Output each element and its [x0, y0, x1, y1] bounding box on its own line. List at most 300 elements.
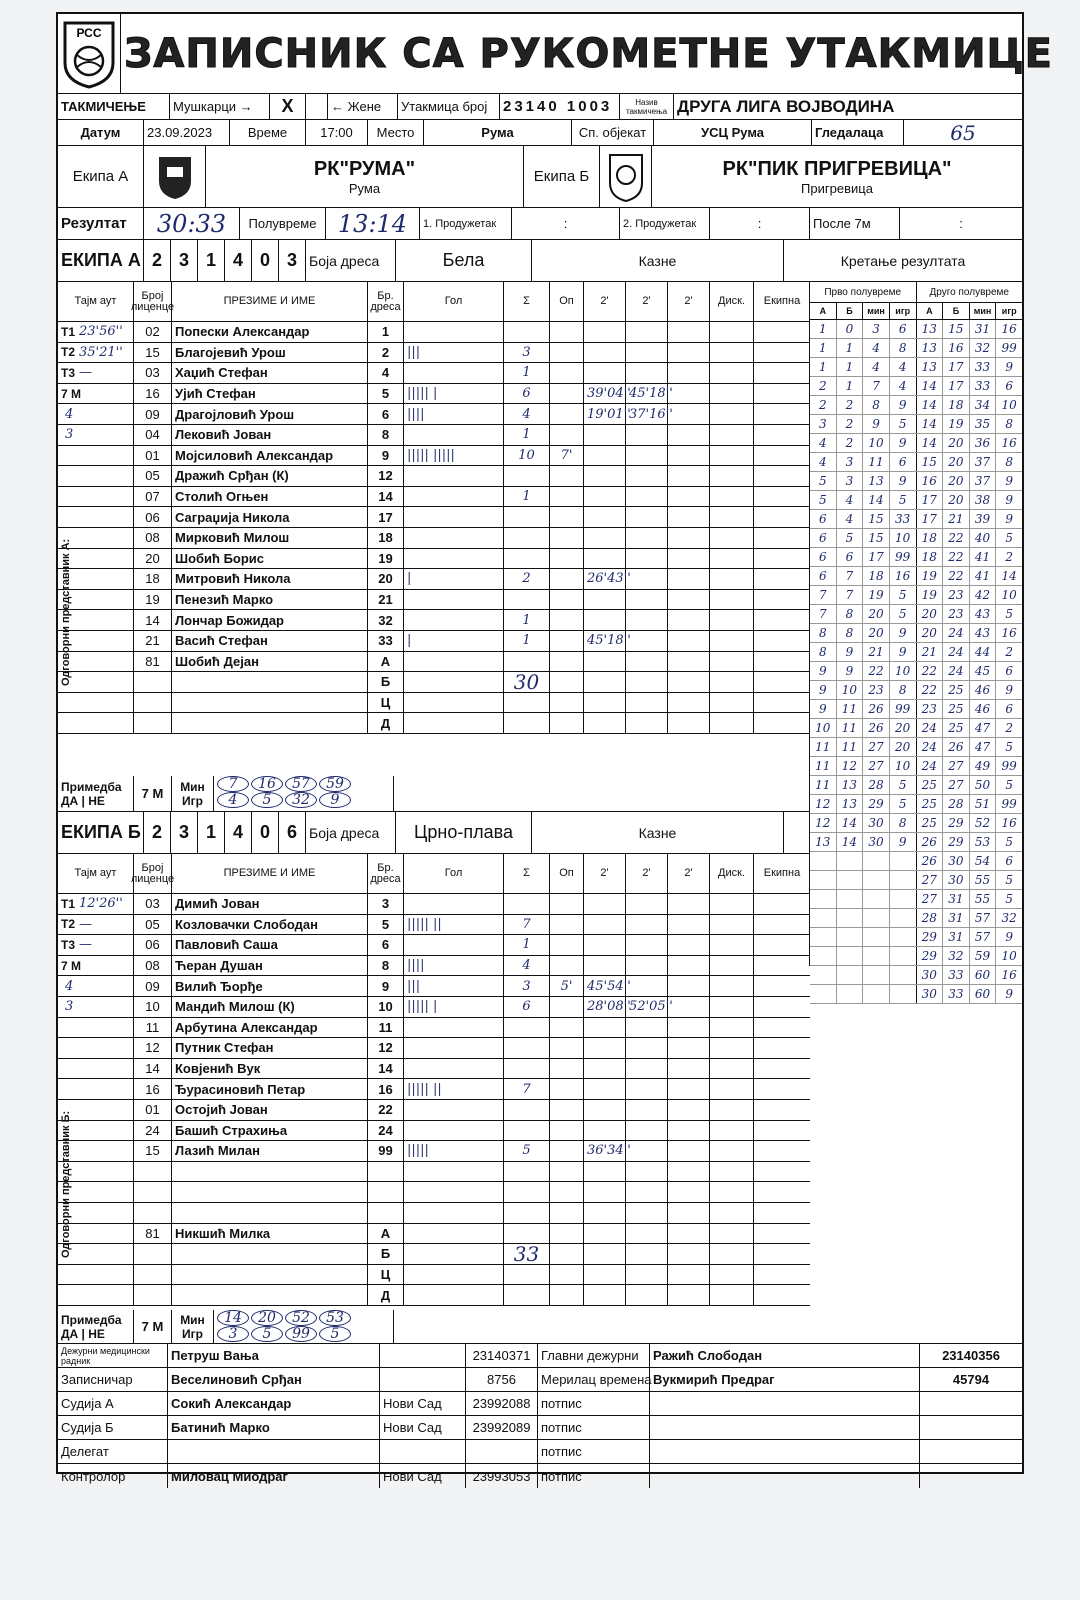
- progress-cell: 37: [970, 472, 997, 490]
- team-a-column-headers: [58, 282, 810, 322]
- official-city: Нови Сад: [380, 1416, 466, 1439]
- team-b-penalty-2: [626, 976, 668, 996]
- progress-cell: 16: [1001, 322, 1017, 336]
- progress-cell: 2: [1005, 550, 1013, 564]
- progress-cell: 46: [970, 700, 997, 718]
- table-row: [58, 956, 810, 977]
- team-a-timeout-cell: T2 35'21'': [58, 343, 134, 363]
- team-a-penalty-1: [584, 466, 626, 486]
- team-b-penalty-2: [626, 935, 668, 955]
- team-a-player-name: Хаџић Стефан: [172, 363, 368, 383]
- team-a-license: 07: [134, 487, 172, 507]
- progress-cell: 17: [863, 548, 890, 566]
- progress-cell: 60: [970, 966, 997, 984]
- team-a-timeout-cell: [58, 446, 134, 466]
- team-a-disq: [710, 404, 754, 424]
- official-role-2: Мерилац времена: [538, 1368, 650, 1391]
- progress-cell: [837, 947, 864, 965]
- team-b-penalty-1: [584, 1224, 626, 1244]
- progress-cell: 5: [1005, 835, 1013, 849]
- team-a-goals-sum: 1: [504, 425, 550, 445]
- progress-cell: 99: [1001, 341, 1017, 355]
- team-b-player-number: Д: [368, 1285, 404, 1305]
- progress-cell: 5: [1005, 531, 1013, 545]
- team-a-player-number: 32: [368, 610, 404, 630]
- team-b-header: ЕКИПА Б 2 3 1 4 0 6 Боја дреса Црно-плава Казне: [58, 812, 1022, 854]
- team-a-goals-tally: [404, 672, 504, 692]
- progress-cell: 22: [917, 662, 944, 680]
- team-b-player-number: А: [368, 1224, 404, 1244]
- team-a-col-team: Екипна: [763, 295, 801, 307]
- team-a-license: 18: [134, 569, 172, 589]
- team-a-box: [206, 146, 524, 207]
- progress-cell: [863, 928, 890, 946]
- team-a-player-number: 1: [368, 322, 404, 342]
- progress-cell: 9: [1005, 493, 1013, 507]
- team-a-license: 08: [134, 528, 172, 548]
- team-b-timeout-cell: [58, 1038, 134, 1058]
- progress-cell: 13: [837, 776, 864, 794]
- team-b-player-name: [172, 1182, 368, 1202]
- progress-cell: 18: [943, 396, 970, 414]
- progress-cell: 22: [917, 681, 944, 699]
- team-b-col-disq: Диск.: [710, 854, 754, 893]
- team-a-team-penalty: [754, 343, 810, 363]
- progress-cell: 22: [943, 529, 970, 547]
- progress-cell: 19: [943, 415, 970, 433]
- team-a-team-penalty: [754, 631, 810, 651]
- team-b-goals-sum: 3: [504, 976, 550, 996]
- progress-cell: 21: [917, 643, 944, 661]
- team-a-col-two2: 2': [626, 282, 668, 321]
- team-a-penalty-2: [626, 528, 668, 548]
- team-b-timeout-cell: T1 12'26'': [58, 894, 134, 914]
- progress-cell: 17: [943, 358, 970, 376]
- progress-cell: 11: [837, 738, 864, 756]
- seven-m-value: 32: [285, 792, 317, 808]
- spectators-value: 65: [950, 120, 976, 145]
- progress-sub-header: А: [917, 303, 944, 319]
- venue-label: Сп. објекат: [572, 120, 654, 145]
- team-a-player-number: 20: [368, 569, 404, 589]
- progress-cell: 20: [863, 624, 890, 642]
- progress-cell: 14: [1001, 569, 1017, 583]
- official-role: Дежурни медицински радник: [58, 1344, 168, 1367]
- progress-cell: 28: [943, 795, 970, 813]
- table-row: [58, 669, 810, 694]
- progress-cell: 9: [890, 434, 917, 452]
- table-row: [58, 997, 810, 1018]
- team-a-goals-sum: 4: [504, 404, 550, 424]
- team-b-penalty-2: [626, 894, 668, 914]
- progress-cell: 6: [810, 548, 837, 566]
- team-b-team-penalty: [754, 1224, 810, 1244]
- date-value: 23.09.2023: [144, 120, 230, 145]
- table-row: [58, 894, 810, 915]
- team-b-penalty-3: [668, 1244, 710, 1264]
- team-b-goals-tally: [404, 1203, 504, 1223]
- team-a-license: [134, 713, 172, 733]
- team-b-warning: [550, 894, 584, 914]
- team-b-team-penalty: [754, 976, 810, 996]
- team-a-penalty-2: [626, 652, 668, 672]
- team-a-disq: [710, 569, 754, 589]
- table-row: [58, 404, 810, 425]
- progress-cell: 20: [943, 453, 970, 471]
- progress-cell: 20: [890, 738, 917, 756]
- team-b-goals-tally: ||||| ||: [404, 915, 504, 935]
- progress-cell: 4: [890, 377, 917, 395]
- seven-m-value: 52: [285, 1310, 317, 1326]
- team-b-penalty-3: [668, 1059, 710, 1079]
- progress-row: [810, 795, 1022, 814]
- team-a-penalty-3: [668, 590, 710, 610]
- team-a-penalty-2: [626, 343, 668, 363]
- team-b-disq: [710, 1265, 754, 1285]
- progress-row: [810, 928, 1022, 947]
- team-a-player-name: Лончар Божидар: [172, 610, 368, 630]
- team-b-goals-sum: 1: [504, 935, 550, 955]
- progress-cell: 16: [943, 339, 970, 357]
- progress-cell: [810, 928, 837, 946]
- table-row: [58, 487, 810, 508]
- progress-cell: 7: [810, 605, 837, 623]
- team-a-warning: [550, 610, 584, 630]
- team-a-player-number: Ц: [368, 693, 404, 713]
- team-b-penalty-2: [626, 1100, 668, 1120]
- progress-row: [810, 947, 1022, 966]
- team-a-goals-tally: |: [404, 631, 504, 651]
- team-a-team-penalty: [754, 466, 810, 486]
- team-a-penalty-3: [668, 466, 710, 486]
- official-id: [466, 1440, 538, 1463]
- team-b-penalty-1: [584, 1162, 626, 1182]
- team-a-warning: [550, 425, 584, 445]
- table-row: [58, 363, 810, 384]
- team-b-warning: [550, 1100, 584, 1120]
- team-a-goals-tally: [404, 322, 504, 342]
- progress-cell: 16: [1001, 626, 1017, 640]
- team-b-col-name: ПРЕЗИМЕ И ИМЕ: [172, 854, 368, 893]
- progress-cell: 27: [863, 757, 890, 775]
- team-a-penalty-3: [668, 569, 710, 589]
- official-name-2: Вукмирић Предраг: [650, 1368, 920, 1391]
- team-b-penalty-3: [668, 1203, 710, 1223]
- progress-cell: 3: [837, 453, 864, 471]
- progress-cell: 8: [890, 339, 917, 357]
- team-a-penalty-1: 19'01'': [584, 404, 626, 424]
- team-b-penalty-2: [626, 1059, 668, 1079]
- team-a-goals-tally: [404, 487, 504, 507]
- progress-cell: 9: [1005, 930, 1013, 944]
- team-b-warning: [550, 1059, 584, 1079]
- team-b-penalty-2: [626, 1224, 668, 1244]
- table-row: [58, 1162, 810, 1183]
- team-b-team-penalty: [754, 1038, 810, 1058]
- team-b-penalty-3: [668, 894, 710, 914]
- progress-cell: 26: [863, 719, 890, 737]
- team-b-goals-sum: 5: [504, 1141, 550, 1161]
- team-b-goals-tally: |||||: [404, 1141, 504, 1161]
- team-b-license: 15: [134, 1141, 172, 1161]
- team-a-warning: [550, 466, 584, 486]
- team-a-col-timeout: Тајм аут: [58, 282, 134, 321]
- team-b-warning: [550, 1018, 584, 1038]
- team-a-penalty-3: [668, 549, 710, 569]
- team-a-goals-tally: |||: [404, 343, 504, 363]
- official-id-2: [920, 1392, 1022, 1415]
- team-a-disq: [710, 652, 754, 672]
- progress-cell: 9: [810, 662, 837, 680]
- progress-row: [810, 643, 1022, 662]
- progress-cell: 34: [970, 396, 997, 414]
- progress-cell: [810, 966, 837, 984]
- progress-cell: 0: [837, 320, 864, 338]
- progress-cell: 8: [863, 396, 890, 414]
- official-id-2: 23140356: [942, 1348, 1000, 1363]
- team-b-timeout-cell: 7 M: [58, 956, 134, 976]
- progress-row: [810, 662, 1022, 681]
- official-id: 8756: [466, 1368, 538, 1391]
- team-a-penalty-3: [668, 652, 710, 672]
- team-a-penalty-3: [668, 404, 710, 424]
- team-b-goals-sum: [504, 1038, 550, 1058]
- progress-cell: 33: [970, 358, 997, 376]
- team-a-team-penalty: [754, 672, 810, 692]
- team-b-col-warn: Оп: [550, 854, 584, 893]
- team-b-penalty-3: [668, 1079, 710, 1099]
- progress-cell: 31: [943, 928, 970, 946]
- progress-row: [810, 985, 1022, 1004]
- team-b-penalty-1: [584, 1182, 626, 1202]
- venue-value: УСЦ Рума: [654, 120, 812, 145]
- progress-cell: 20: [890, 719, 917, 737]
- team-a-penalty-3: [668, 693, 710, 713]
- team-a-penalty-1: 45'18'': [584, 631, 626, 651]
- team-b-penalty-1: 45'54'': [584, 976, 626, 996]
- federation-logo: [58, 14, 121, 93]
- team-a-penalty-3: [668, 425, 710, 445]
- team-b-goals-sum: [504, 1203, 550, 1223]
- team-b-team-penalty: [754, 1182, 810, 1202]
- team-b-7m-values: [214, 1310, 394, 1343]
- time-label: Време: [230, 120, 306, 145]
- competition-label: ТАКМИЧЕЊЕ: [58, 94, 170, 119]
- team-a-7m-values: [214, 776, 394, 811]
- team-a-team-penalty: [754, 507, 810, 527]
- team-a-team-penalty: [754, 569, 810, 589]
- progress-cell: 27: [917, 890, 944, 908]
- progress-cell: 4: [890, 358, 917, 376]
- progress-cell: [810, 871, 837, 889]
- team-a-goals-sum: [504, 590, 550, 610]
- team-b-goals-sum: [504, 894, 550, 914]
- teams-row: [58, 146, 1022, 208]
- score-sheet: [56, 12, 1053, 1484]
- progress-cell: [810, 909, 837, 927]
- team-a-team-penalty: [754, 713, 810, 733]
- team-a-goals-tally: ||||: [404, 404, 504, 424]
- team-b-player-number: [368, 1162, 404, 1182]
- team-b-box: [652, 146, 1022, 207]
- team-b-penalty-2: 52'05'': [626, 997, 668, 1017]
- progress-cell: [837, 985, 864, 1003]
- team-b-penalty-1: [584, 956, 626, 976]
- progress-cell: 22: [863, 662, 890, 680]
- official-role-2: потпис: [538, 1464, 650, 1488]
- progress-cell: 30: [863, 833, 890, 851]
- progress-cell: 6: [810, 567, 837, 585]
- team-a-disq: [710, 384, 754, 404]
- progress-cell: 5: [1005, 892, 1013, 906]
- team-a-title: ЕКИПА А: [58, 240, 144, 281]
- team-a-disq: [710, 446, 754, 466]
- team-a-player-number: 17: [368, 507, 404, 527]
- page-title: ЗАПИСНИК СА РУКОМЕТНЕ УТАКМИЦЕ: [124, 30, 1053, 77]
- team-a-warning: 7': [550, 446, 584, 466]
- team-a-goals-sum: 10: [504, 446, 550, 466]
- team-b-penalty-3: [668, 1121, 710, 1141]
- team-a-penalty-1: 39'04'': [584, 384, 626, 404]
- ot2-value: :: [710, 208, 810, 239]
- team-b-col-goal: Гол: [404, 854, 504, 893]
- score-progress: [809, 282, 1022, 1001]
- progress-cell: 31: [943, 909, 970, 927]
- date-row: [58, 120, 1022, 146]
- progress-cell: 59: [970, 947, 997, 965]
- progress-row: [810, 358, 1022, 377]
- place-label: Место: [368, 120, 424, 145]
- progress-cell: 8: [837, 605, 864, 623]
- team-b-penalty-3: [668, 1182, 710, 1202]
- progress-cell: [837, 928, 864, 946]
- team-a-player-number: 19: [368, 549, 404, 569]
- progress-cell: 33: [943, 966, 970, 984]
- team-a-team-penalty: [754, 425, 810, 445]
- progress-cell: [837, 966, 864, 984]
- team-a-penalty-1: [584, 363, 626, 383]
- progress-cell: 21: [943, 510, 970, 528]
- team-b-penalty-1: [584, 1121, 626, 1141]
- progress-row: [810, 852, 1022, 871]
- progress-sub-header: А: [810, 303, 837, 319]
- team-a-warning: [550, 487, 584, 507]
- team-b-player-number: Б: [368, 1244, 404, 1264]
- team-b-penalty-2: [626, 1121, 668, 1141]
- competition-row: [58, 94, 1022, 120]
- official-role: Судија Б: [58, 1416, 168, 1439]
- official-name-2: [650, 1464, 920, 1488]
- progress-cell: 9: [1005, 360, 1013, 374]
- team-a-team-penalty: [754, 384, 810, 404]
- progress-cell: 2: [810, 377, 837, 395]
- official-id: 23992088: [466, 1392, 538, 1415]
- team-b-team-penalty: [754, 1059, 810, 1079]
- progress-cell: 47: [970, 719, 997, 737]
- team-a-penalty-3: [668, 528, 710, 548]
- team-a-crest-icon: [155, 153, 195, 201]
- team-a-disq: [710, 343, 754, 363]
- progress-cell: [890, 928, 917, 946]
- progress-cell: 17: [917, 510, 944, 528]
- progress-cell: 9: [1005, 987, 1013, 1001]
- progress-cell: 29: [943, 814, 970, 832]
- progress-cell: 13: [917, 358, 944, 376]
- team-a-disq: [710, 466, 754, 486]
- progress-cell: 4: [810, 453, 837, 471]
- team-b-city: Пригревица: [801, 180, 873, 196]
- progress-row: [810, 320, 1022, 339]
- progress-cell: [837, 890, 864, 908]
- team-b-penalty-1: [584, 1079, 626, 1099]
- team-b-disq: [710, 1162, 754, 1182]
- team-a-license: 03: [134, 363, 172, 383]
- progress-cell: 1: [810, 339, 837, 357]
- team-b-goals-tally: [404, 1038, 504, 1058]
- team-b-penalty-2: [626, 1203, 668, 1223]
- progress-cell: [837, 871, 864, 889]
- team-b-goals-sum: 4: [504, 956, 550, 976]
- team-a-license: 09: [134, 404, 172, 424]
- progress-cell: 16: [890, 567, 917, 585]
- official-role-2: Главни дежурни: [538, 1344, 650, 1367]
- progress-cell: 2: [837, 415, 864, 433]
- team-b-disq: [710, 1121, 754, 1141]
- team-b-goals-sum: 7: [504, 915, 550, 935]
- progress-cell: [890, 966, 917, 984]
- team-b-penalty-3: [668, 997, 710, 1017]
- team-b-team-penalty: [754, 1244, 810, 1264]
- team-b-team-penalty: [754, 1265, 810, 1285]
- team-a-penalty-1: [584, 425, 626, 445]
- team-b-team-penalty: [754, 1018, 810, 1038]
- official-id: 23992089: [466, 1416, 538, 1439]
- progress-cell: 54: [970, 852, 997, 870]
- team-b-license: 11: [134, 1018, 172, 1038]
- team-a-goals-sum: 6: [504, 384, 550, 404]
- team-a-timeout-cell: T1 23'56'': [58, 322, 134, 342]
- progress-cell: 9: [890, 396, 917, 414]
- progress-cell: 2: [810, 396, 837, 414]
- team-b-goals-tally: [404, 1121, 504, 1141]
- team-a-player-number: 5: [368, 384, 404, 404]
- team-a-player-name: [172, 672, 368, 692]
- team-a-col-name: ПРЕЗИМЕ И ИМЕ: [172, 282, 368, 321]
- team-a-goals-tally: [404, 466, 504, 486]
- team-a-label: Екипа А: [58, 146, 144, 207]
- progress-cell: 10: [1001, 588, 1017, 602]
- progress-cell: 18: [863, 567, 890, 585]
- progress-cell: 15: [863, 529, 890, 547]
- team-b-goals-sum: [504, 1121, 550, 1141]
- progress-cell: 55: [970, 871, 997, 889]
- progress-cell: 24: [943, 643, 970, 661]
- table-row: [58, 528, 810, 549]
- team-a-warning: [550, 507, 584, 527]
- team-a-goals-sum: [504, 507, 550, 527]
- team-a-timeout-cell: T3 —: [58, 363, 134, 383]
- team-a-penalty-3: [668, 343, 710, 363]
- team-a-license: 14: [134, 610, 172, 630]
- official-id: 23140371: [466, 1344, 538, 1367]
- progress-cell: 50: [970, 776, 997, 794]
- team-a-license: 06: [134, 507, 172, 527]
- progress-cell: [837, 852, 864, 870]
- official-city: Нови Сад: [380, 1464, 466, 1488]
- progress-cell: 6: [1005, 702, 1013, 716]
- team-a-player-name: Пенезић Марко: [172, 590, 368, 610]
- team-b-disq: [710, 1182, 754, 1202]
